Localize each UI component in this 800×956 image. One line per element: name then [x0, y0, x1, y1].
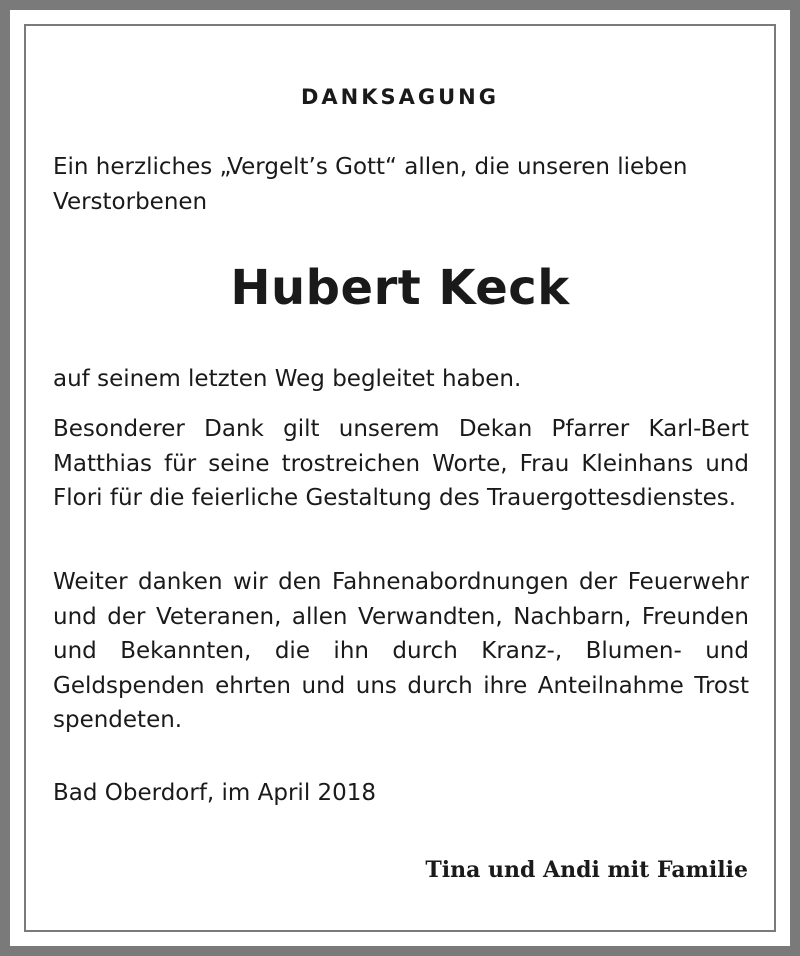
after-name-text: auf seinem letzten Weg begleitet haben. — [53, 366, 522, 392]
notice-heading: DANKSAGUNG — [300, 85, 499, 109]
thanks-paragraph-1: Besonderer Dank gilt unserem Dekan Pfarrer Karl-Bert Matthias für seine trostreichen Worte, Frau Kleinhans und Flori für die feierliche Gestaltung des Trauergottesdienstes. — [53, 416, 749, 511]
deceased-name: Hubert Keck — [230, 260, 570, 316]
signature: Tina und Andi mit Familie — [425, 857, 748, 883]
place-date: Bad Oberdorf, im April 2018 — [53, 780, 377, 806]
intro-text: Ein herzliches „Vergelt’s Gott“ allen, die unseren lieben Verstorbenen — [53, 154, 688, 215]
thanks-paragraph-2: Weiter danken wir den Fahnenabordnungen der Feuerwehr und der Veteranen, allen Verwandten, Nachbarn, Freunden und Bekannten, die ihn durch Kranz-, Blumen- und Geldspenden ehrten und uns durch ihre Anteilnahme Trost spendeten. — [53, 569, 749, 733]
